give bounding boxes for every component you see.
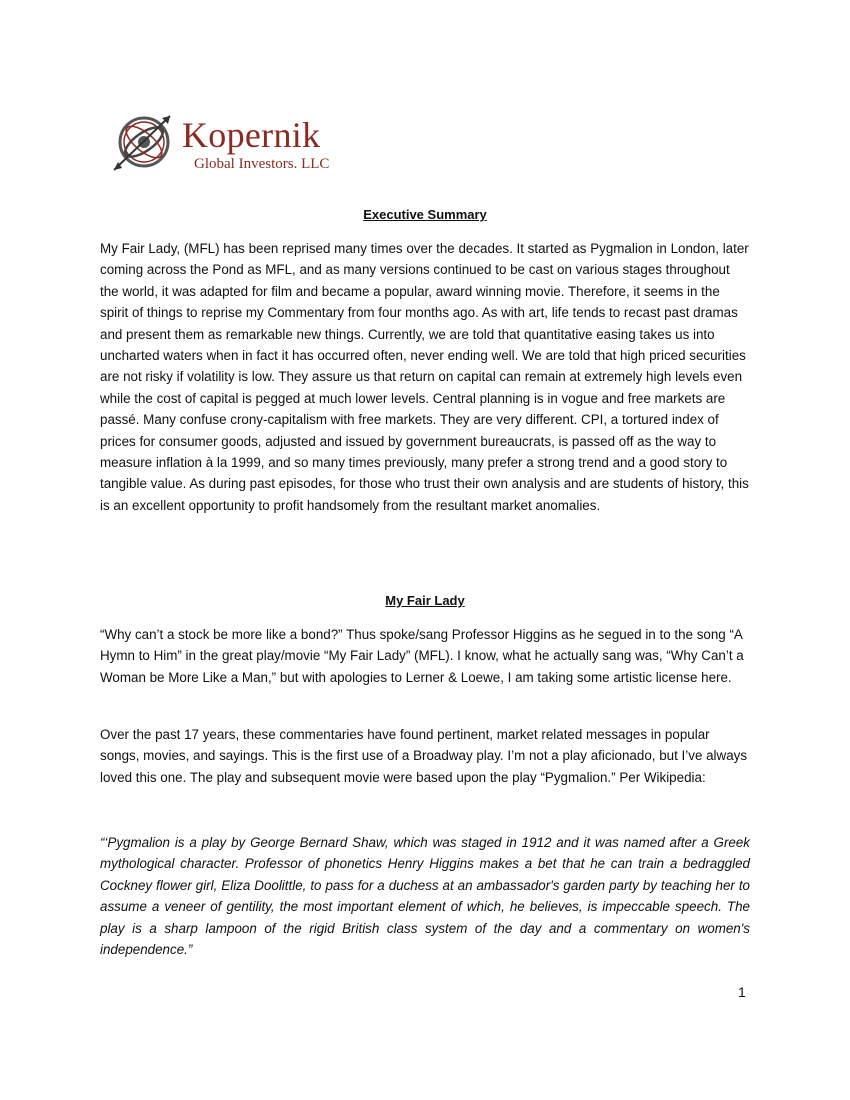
page-number: 1	[738, 984, 746, 1000]
logo-tagline: Global Investors. LLC	[194, 156, 330, 172]
my-fair-lady-paragraph-1: “Why can’t a stock be more like a bond?” Thus spoke/sang Professor Higgins as he segued in to the song “A Hymn to Him” in the great play/movie “My Fair Lady” (MFL). I know, what he actually sang was, “Why Can’t a Woman be More Like a Man,” but with apologies to Lerner & Loewe, I am taking some artistic license here.	[100, 627, 744, 685]
company-logo	[110, 112, 340, 176]
my-fair-lady-paragraph-2: Over the past 17 years, these commentaries have found pertinent, market related messages in popular songs, movies, and sayings. This is the first use of a Broadway play. I’m not a play aficionado, but I’ve always loved this one. The play and subsequent movie were based upon the play “Pygmalion.” Per Wikipedia:	[100, 727, 748, 785]
executive-summary-heading: Executive Summary	[363, 207, 487, 222]
wikipedia-quote: “‘Pygmalion is a play by George Bernard Shaw, which was staged in 1912 and it was named after a Greek mythological character. Professor of phonetics Henry Higgins makes a bet that he can train a bedraggled Cockney flower girl, Eliza Doolittle, to pass for a duchess at an ambassador's garden party by teaching her to assume a veneer of gentility, the most important element of which, he believes, is impeccable speech. The play is a sharp lampoon of the rigid British class system of the day and a commentary on women's independence.”	[100, 835, 750, 958]
logo-name: Kopernik	[182, 115, 321, 155]
kopernik-emblem-icon	[110, 112, 174, 176]
my-fair-lady-heading: My Fair Lady	[385, 593, 465, 608]
executive-summary-body: My Fair Lady, (MFL) has been reprised many times over the decades. It started as Pygmalion in London, later coming across the Pond as MFL, and as many versions continued to be cast on various stages throughout the world, it was adapted for film and became a popular, award winning movie. Therefore, it seems in the spirit of things to reprise my Commentary from four months ago. As with art, life tends to recast past dramas and present them as remarkable new things. Currently, we are told that quantitative easing takes us into uncharted waters when in fact it has occurred often, never ending well. We are told that high priced securities are not risky if volatility is low. They assure us that return on capital can remain at extremely high levels even while the cost of capital is pegged at much lower levels. Central planning is in vogue and free markets are passé. Many confuse crony-capitalism with free markets. They are very different. CPI, a tortured index of prices for consumer goods, adjusted and issued by government bureaucrats, is passed off as the way to measure inflation à la 1999, and so many times previously, many prefer a strong trend and a good story to tangible value. As during past episodes, for those who trust their own analysis and are students of history, this is an excellent opportunity to profit handsomely from the resultant market anomalies.	[100, 241, 749, 513]
